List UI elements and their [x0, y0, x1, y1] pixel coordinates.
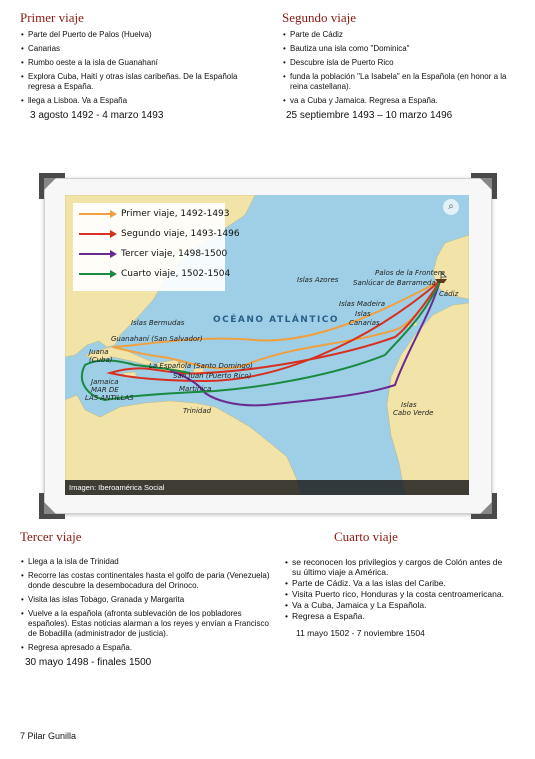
voyage-2-item: • Descubre isla de Puerto Rico: [282, 58, 522, 68]
voyage-4-item: • Parte de Cádiz. Va a las islas del Caribe.: [284, 578, 509, 588]
voyage-3-title: Tercer viaje: [20, 529, 82, 544]
place-antillas: MAR DE: [91, 386, 119, 394]
voyage-1-item: • Explora Cuba, Haití y otras islas caribeñas. De la Española regresa a España.: [20, 72, 260, 92]
voyage-1-dates: 3 agosto 1492 - 4 marzo 1493: [30, 110, 164, 121]
voyage-1-item: • llega a Lisboa. Va a España: [20, 96, 260, 106]
voyage-2-item: • va a Cuba y Jamaica. Regresa a España.: [282, 96, 522, 106]
legend-label: Segundo viaje, 1493-1496: [121, 229, 240, 239]
place-juana: (Cuba): [89, 356, 113, 364]
place-espanola: La Española (Santo Domingo): [149, 362, 253, 370]
voyage-4-item: • Visita Puerto rico, Honduras y la costa centroamericana.: [284, 589, 509, 599]
voyage-1-title: Primer viaje: [20, 10, 84, 25]
voyage-4-list: [284, 557, 509, 621]
place-canarias: Islas: [355, 310, 371, 318]
zoom-icon[interactable]: ⌕: [443, 199, 459, 215]
map-legend: [73, 203, 240, 291]
place-madeira: Islas Madeira: [339, 300, 386, 308]
map-frame: [44, 178, 492, 514]
place-antillas: LAS ANTILLAS: [85, 394, 134, 402]
voyage-3: [20, 529, 270, 668]
place-bermudas: Islas Bermudas: [131, 319, 185, 327]
voyage-4-dates: 11 mayo 1502 - 7 noviembre 1504: [296, 628, 425, 638]
image-credit: Imagen: Iberoamérica Social: [65, 480, 469, 495]
voyage-1-list: [20, 30, 260, 106]
voyage-2-title: Segundo viaje: [282, 10, 357, 25]
voyage-4: [284, 529, 509, 638]
voyage-3-item: • Regresa apresado a España.: [20, 643, 270, 653]
voyage-2-item: • Parte de Cádiz: [282, 30, 522, 40]
voyage-3-item: • Llega a la isla de Trinidad: [20, 557, 270, 567]
voyage-4-title: Cuarto viaje: [334, 529, 398, 544]
legend-label: Tercer viaje, 1498-1500: [121, 249, 228, 259]
voyage-3-dates: 30 mayo 1498 - finales 1500: [25, 657, 152, 668]
corner-ornament-icon: [39, 493, 65, 519]
place-cabo-verde: Islas: [401, 401, 417, 409]
place-cadiz: Cádiz: [439, 290, 459, 298]
voyage-2-list: [282, 30, 522, 106]
place-jamaica: Jamaica: [91, 378, 119, 386]
corner-ornament-icon: [471, 493, 497, 519]
place-juana: Juana: [89, 348, 109, 356]
arrow-icon: [79, 230, 117, 238]
voyage-3-item: • Vuelve a la española (afronta sublevación de los pobladores españoles). Estas noticias alarman a los reyes y envían a Francisco de Bobadilla (administrador de justicia).: [20, 609, 270, 639]
place-canarias: Canarias: [349, 319, 380, 327]
place-guanahani: Guanahaní (San Salvador): [111, 335, 203, 343]
place-san-juan: San Juan (Puerto Rico): [173, 372, 252, 380]
arrow-icon: [79, 210, 117, 218]
place-martinica: Martinica: [179, 385, 212, 393]
voyage-1-item: • Parte del Puerto de Palos (Huelva): [20, 30, 260, 40]
arrow-icon: [79, 270, 117, 278]
place-sanlucar: Sanlúcar de Barrameda: [353, 279, 436, 287]
ocean-label: OCÉANO ATLÁNTICO: [213, 315, 340, 325]
voyage-3-item: • Visita las islas Tobago, Granada y Margarita: [20, 595, 270, 605]
corner-ornament-icon: [471, 173, 497, 199]
page-footer: 7 Pilar Gunilla: [20, 731, 77, 741]
voyage-2-dates: 25 septiembre 1493 – 10 marzo 1496: [286, 110, 453, 121]
legend-label: Primer viaje, 1492-1493: [121, 209, 230, 219]
voyage-1: [20, 10, 260, 121]
place-trinidad: Trinidad: [183, 407, 212, 415]
voyage-4-item: • Va a Cuba, Jamaica y La Española.: [284, 600, 509, 610]
corner-ornament-icon: [39, 173, 65, 199]
voyage-3-list: [20, 557, 270, 653]
voyage-1-item: • Rumbo oeste a la isla de Guanahaní: [20, 58, 260, 68]
place-azores: Islas Azores: [297, 276, 339, 284]
voyage-1-item: • Canarias: [20, 44, 260, 54]
arrow-icon: [79, 250, 117, 258]
voyage-3-item: • Recorre las costas continentales hasta el golfo de paria (Venezuela) donde descubre la desembocadura del Orinoco.: [20, 571, 270, 591]
place-palos: Palos de la Frontera: [375, 269, 445, 277]
voyage-2-item: • funda la población "La Isabela" en la Española (en honor a la reina castellana).: [282, 72, 522, 92]
place-cabo-verde: Cabo Verde: [393, 409, 434, 417]
voyage-4-item: • Regresa a España.: [284, 611, 509, 621]
legend-label: Cuarto viaje, 1502-1504: [121, 269, 231, 279]
voyage-2: [282, 10, 522, 121]
voyage-2-item: • Bautiza una isla como "Dominica": [282, 44, 522, 54]
voyage-4-item: • se reconocen los privilegios y cargos de Colón antes de su último viaje a América.: [284, 557, 509, 577]
